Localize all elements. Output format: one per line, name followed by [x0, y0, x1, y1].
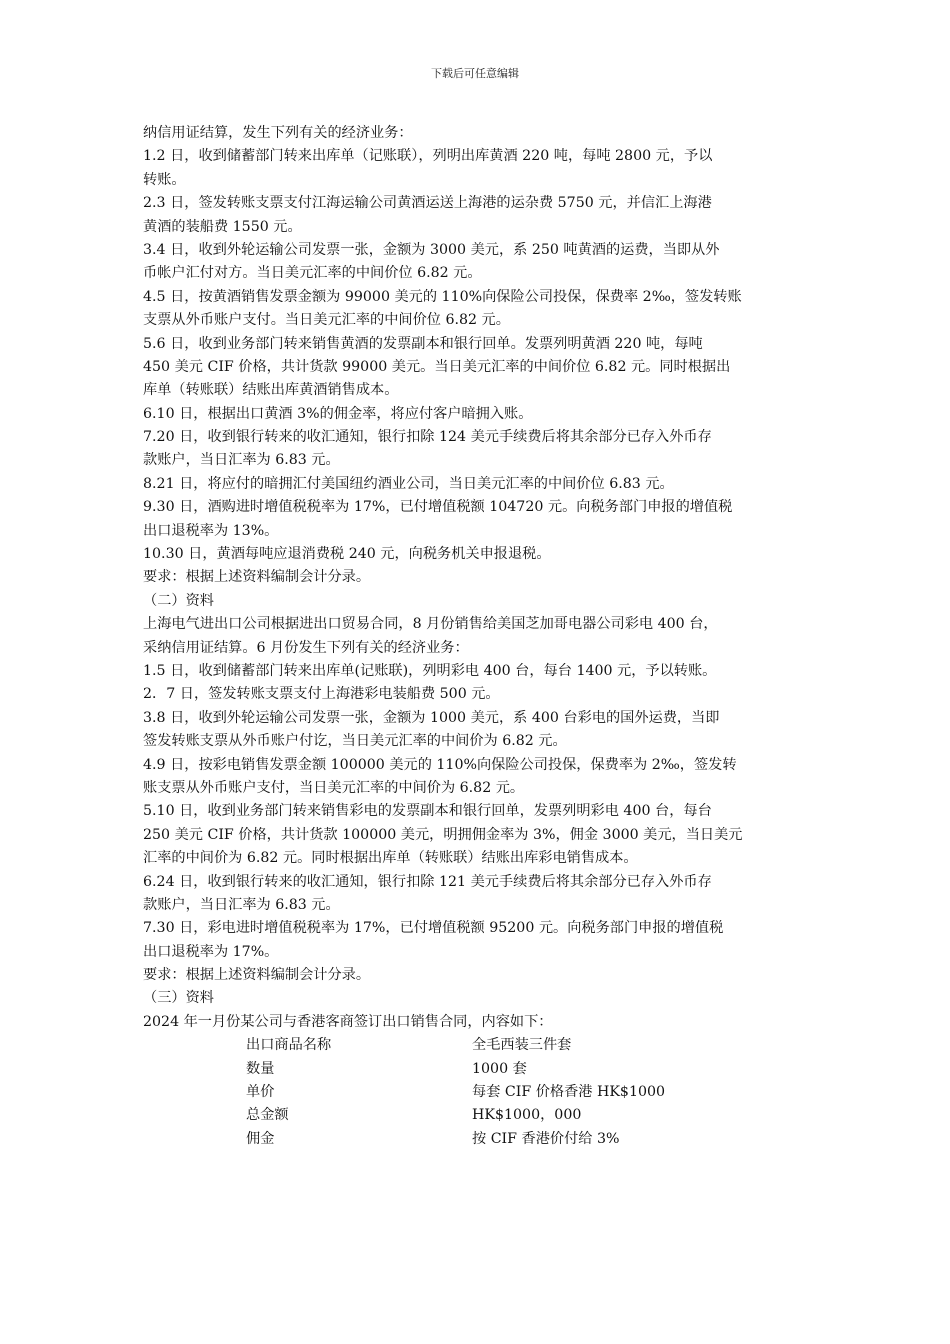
text-line: 6.10 日，根据出口黄酒 3%的佣金率，将应付客户暗拥入账。 — [143, 405, 533, 422]
text-line: 要求：根据上述资料编制会计分录。 — [143, 569, 371, 586]
text-line: 纳信用证结算，发生下列有关的经济业务： — [143, 125, 413, 141]
text-line: （三）资料 — [143, 990, 214, 1007]
contract-value: 每套 CIF 价格香港 HK$1000 — [472, 1084, 666, 1101]
document-body — [143, 122, 815, 1151]
text-line: 250 美元 CIF 价格，共计货款 100000 美元，明拥佣金率为 3%，佣金 3000 美元，当日美元 — [143, 826, 743, 843]
text-line: 上海电气进出口公司根据进出口贸易合同，8 月份销售给美国芝加哥电器公司彩电 400 台， — [143, 616, 718, 633]
text-line: 450 美元 CIF 价格，共计货款 99000 美元。当日美元汇率的中间价位 6.82 元。同时根据出 — [143, 358, 731, 375]
text-line: 4.9 日，按彩电销售发票金额 100000 美元的 110%向保险公司投保，保费率为 2‰，签发转 — [143, 756, 737, 773]
text-line: （二）资料 — [143, 592, 214, 609]
text-line: 款账户，当日汇率为 6.83 元。 — [143, 896, 340, 913]
text-line: 5.6 日，收到业务部门转来销售黄酒的发票副本和银行回单。发票列明黄酒 220 吨，每吨 — [143, 335, 703, 352]
text-line: 账支票从外币账户支付，当日美元汇率的中间价为 6.82 元。 — [143, 779, 525, 796]
text-line: 3.8 日，收到外轮运输公司发票一张，金额为 1000 美元，系 400 台彩电的国外运费，当即 — [143, 709, 720, 726]
contract-value: HK$1000，000 — [472, 1107, 582, 1124]
contract-terms — [143, 1034, 815, 1151]
text-line: 4.5 日，按黄酒销售发票金额为 99000 美元的 110%向保险公司投保，保费率 2‰，签发转账 — [143, 288, 742, 305]
text-line: 3.4 日，收到外轮运输公司发票一张，金额为 3000 美元，系 250 吨黄酒的运费，当即从外 — [143, 241, 720, 258]
contract-value: 1000 套 — [472, 1060, 527, 1077]
text-line: 9.30 日，酒购进时增值税税率为 17%，已付增值税额 104720 元。向税务部门申报的增值税 — [143, 499, 733, 516]
text-line: 采纳信用证结算。6 月份发生下列有关的经济业务： — [143, 639, 469, 656]
text-line: 7.30 日，彩电进时增值税税率为 17%，已付增值税额 95200 元。向税务部门申报的增值税 — [143, 920, 724, 937]
text-line: 转账。 — [143, 171, 186, 188]
text-line: 签发转账支票从外币账户付讫，当日美元汇率的中间价为 6.82 元。 — [143, 733, 567, 750]
text-line: 1.5 日，收到储蓄部门转来出库单(记账联)，列明彩电 400 台，每台 1400 元，予以转账。 — [143, 662, 717, 679]
contract-row — [143, 1034, 815, 1057]
contract-value: 按 CIF 香港价付给 3% — [472, 1130, 620, 1147]
text-line: 黄酒的装船费 1550 元。 — [143, 218, 302, 235]
text-line: 1.2 日，收到储蓄部门转来出库单（记账联），列明出库黄酒 220 吨，每吨 2800 元，予以 — [143, 148, 713, 165]
contract-label: 出口商品名称 — [246, 1037, 332, 1054]
text-line: 款账户，当日汇率为 6.83 元。 — [143, 452, 340, 469]
text-line: 库单（转账联）结账出库黄酒销售成本。 — [143, 382, 399, 399]
text-line: 2.3 日，签发转账支票支付江海运输公司黄酒运送上海港的运杂费 5750 元，并信汇上海港 — [143, 195, 712, 212]
text-line: 出口退税率为 13%。 — [143, 522, 279, 539]
text-line: 要求：根据上述资料编制会计分录。 — [143, 967, 371, 984]
contract-label: 数量 — [246, 1060, 275, 1077]
text-line: 8.21 日，将应付的暗拥汇付美国纽约酒业公司，当日美元汇率的中间价位 6.83 元。 — [143, 475, 674, 492]
contract-value: 全毛西装三件套 — [472, 1037, 572, 1054]
text-line: 出口退税率为 17%。 — [143, 943, 279, 960]
contract-row — [143, 1081, 815, 1104]
contract-row — [143, 1104, 815, 1127]
contract-label: 总金额 — [246, 1107, 289, 1124]
text-line: 7.20 日，收到银行转来的收汇通知，银行扣除 124 美元手续费后将其余部分已存入外币存 — [143, 429, 712, 446]
paragraph-lines — [143, 122, 815, 1034]
text-line: 5.10 日，收到业务部门转来销售彩电的发票副本和银行回单，发票列明彩电 400 台，每台 — [143, 803, 712, 820]
contract-label: 佣金 — [246, 1130, 275, 1147]
contract-label: 单价 — [246, 1084, 275, 1101]
text-line: 6.24 日，收到银行转来的收汇通知，银行扣除 121 美元手续费后将其余部分已存入外币存 — [143, 873, 712, 890]
text-line: 10.30 日，黄酒每吨应退消费税 240 元，向税务机关申报退税。 — [143, 546, 551, 563]
text-line: 汇率的中间价为 6.82 元。同时根据出库单（转账联）结账出库彩电销售成本。 — [143, 850, 638, 867]
text-line: 支票从外币账户支付。当日美元汇率的中间价位 6.82 元。 — [143, 312, 510, 329]
text-line: 2．7 日，签发转账支票支付上海港彩电装船费 500 元。 — [143, 686, 500, 703]
contract-row — [143, 1058, 815, 1081]
page-header: 下载后可任意编辑 — [431, 67, 519, 80]
contract-row — [143, 1128, 815, 1151]
text-line: 币帐户汇付对方。当日美元汇率的中间价位 6.82 元。 — [143, 265, 482, 282]
text-line: 2024 年一月份某公司与香港客商签订出口销售合同，内容如下： — [143, 1013, 553, 1030]
